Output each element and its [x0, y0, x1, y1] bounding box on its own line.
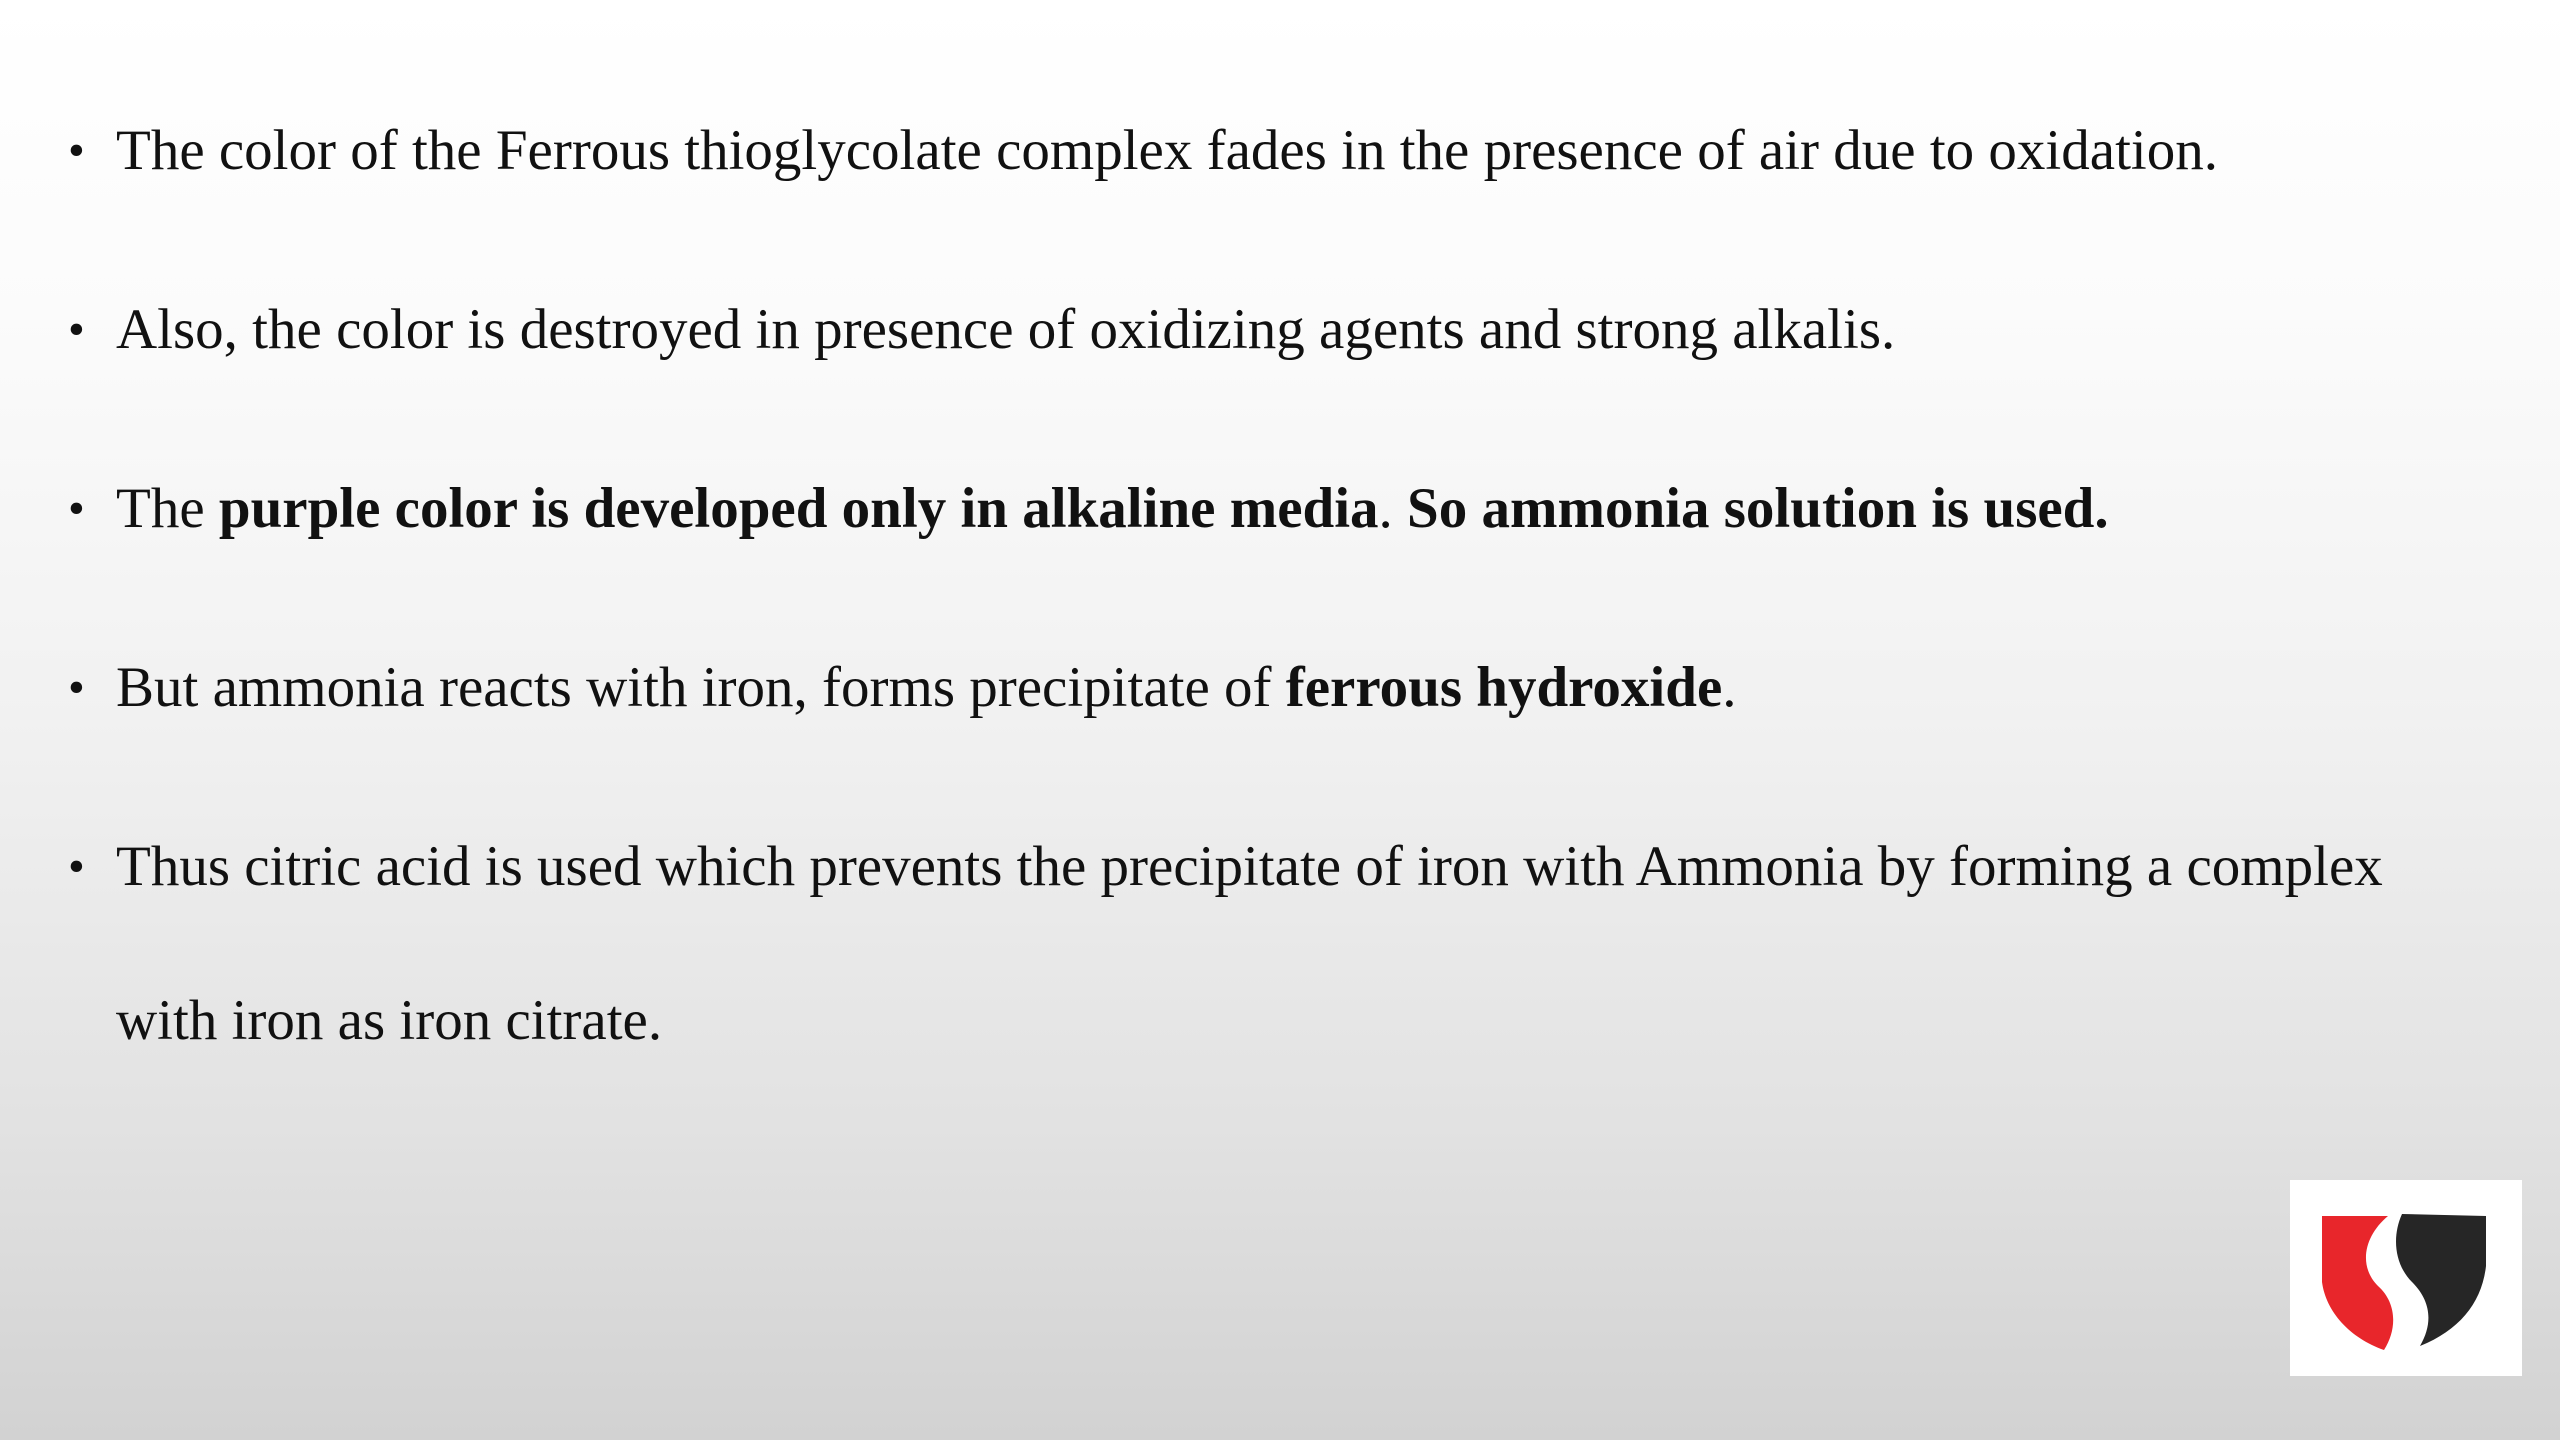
bullet-mark: • — [68, 840, 85, 893]
bullet-text-segment: But ammonia reacts with iron, forms precipitate of — [116, 656, 1286, 719]
bullet-item — [68, 790, 2408, 1098]
bullet-text-bold: purple color is developed only in alkaline media — [218, 477, 1379, 540]
logo-right-half — [2396, 1214, 2486, 1346]
bullet-list — [68, 74, 2408, 1123]
bullet-text-segment: The — [116, 477, 219, 540]
logo — [2290, 1180, 2522, 1376]
bullet-text-segment: Also, the color is destroyed in presence of oxidizing agents and strong alkalis. — [116, 298, 1896, 361]
bullet-text-segment: . — [1378, 477, 1408, 540]
bullet-item — [68, 432, 2408, 586]
bullet-mark: • — [68, 661, 85, 714]
bullet-mark: • — [68, 482, 85, 535]
logo-left-half — [2322, 1216, 2393, 1350]
bullet-text-bold: So ammonia solution is used. — [1407, 477, 2109, 540]
bullet-mark: • — [68, 303, 85, 356]
bullet-text-bold: ferrous hydroxide — [1285, 656, 1723, 719]
bullet-text-segment: Thus citric acid is used which prevents the precipitate of iron with Ammonia by forming a complex with iron as iron citrate. — [116, 835, 2383, 1052]
bullet-mark: • — [68, 124, 85, 177]
shield-s-logo-icon — [2310, 1198, 2500, 1358]
bullet-text-segment: The color of the Ferrous thioglycolate complex fades in the presence of air due to oxidation. — [116, 119, 2218, 182]
bullet-text-segment: . — [1722, 656, 1737, 719]
bullet-item — [68, 74, 2408, 228]
bullet-item — [68, 611, 2408, 765]
bullet-item — [68, 253, 2408, 407]
